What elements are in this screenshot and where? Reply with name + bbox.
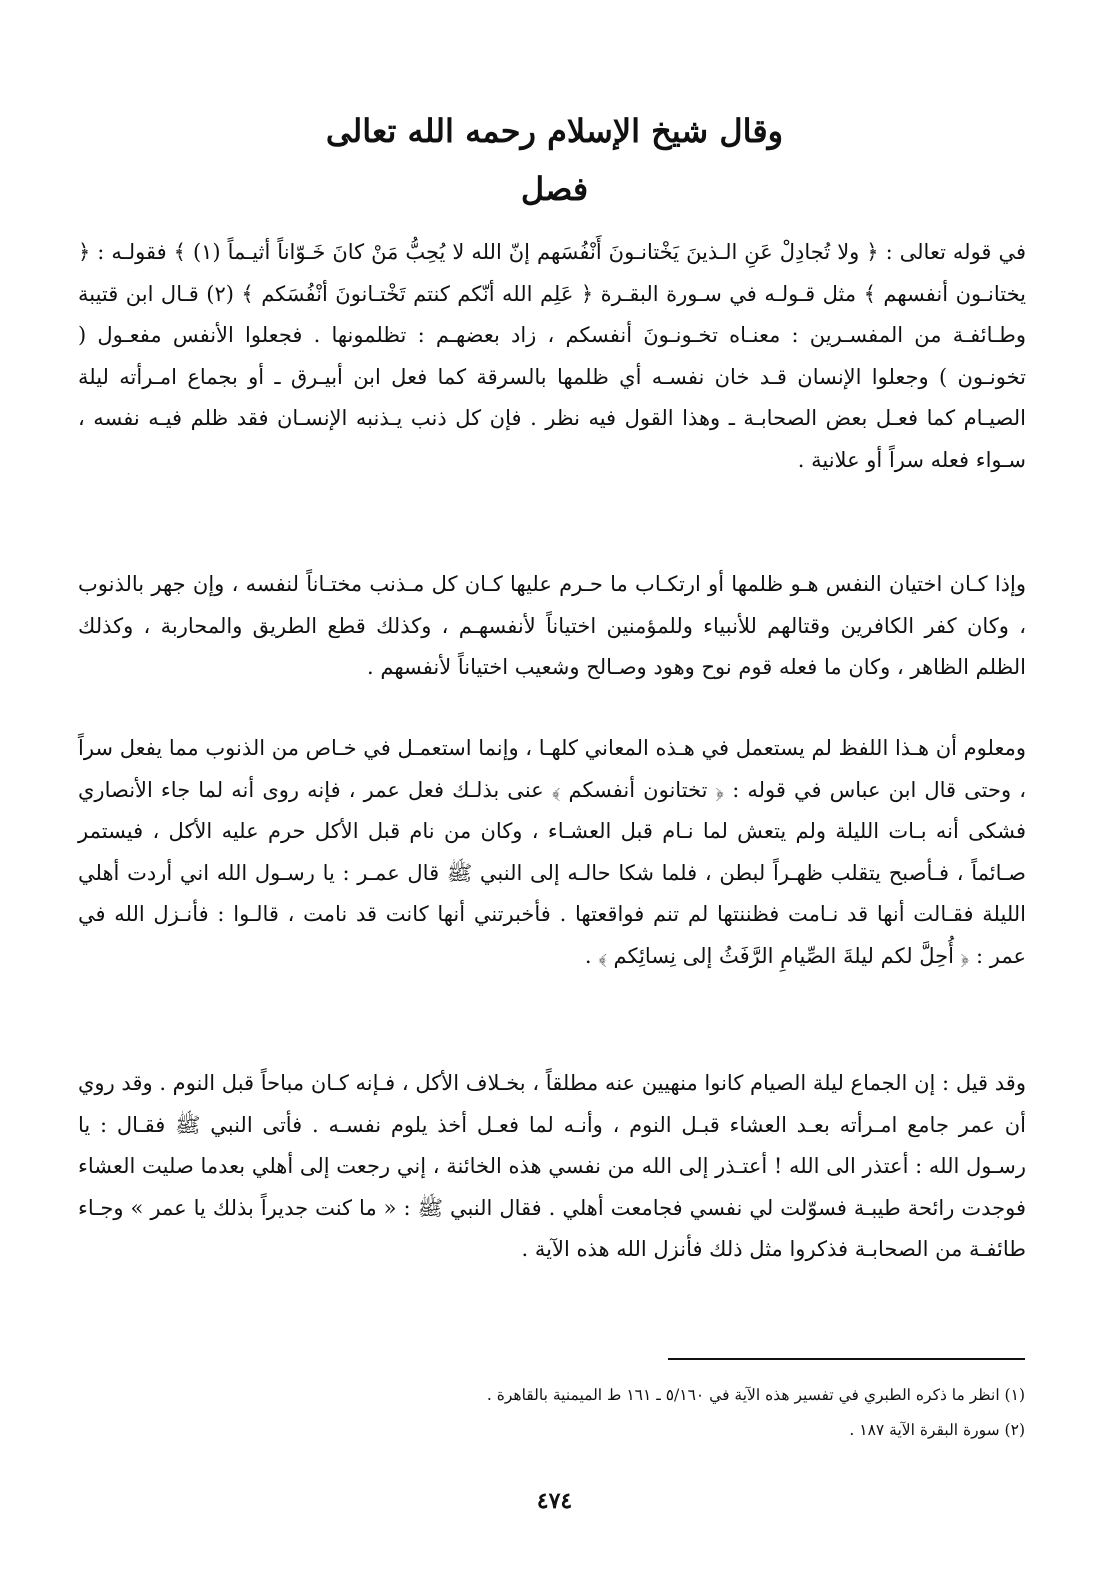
paragraph: في قوله تعالى : ﴿ ولا تُجادِلْ عَنِ الـذينَ يَخْتانـونَ أَنْفُسَهم إنّ الله لا يُحِبُّ مَنْ كانَ خَـوّاناً أثيـماً (١) ﴾ فقولـه : ﴿ يختانـون أنفسهم ﴾ مثل قـولـه في سـورة البقـرة ﴿ عَلِم الله أنّكم كنتم تَخْتـانونَ أنْفُسَكم ﴾ (٢) قـال ابن قتيبة وطـائفـة من المفسـرين : معنـاه تخـونـونَ أنفسكم ، زاد بعضهـم : تظلمونها . فجعلوا الأنفس مفعـول ( تخونـون ) وجعلوا الإنسان قـد خان نفسـه أي ظلمها بالسرقة كما فعل ابن أبيـرق ـ أو بجماع امـرأته ليلة الصيـام كما فعـل بعض الصحابـة ـ وهذا القول فيه نظر . فإن كل ذنب يـذنبه الإنسـان فقد ظلم فيـه نفسه ، سـواء فعله سراً أو علانية . [78,240,1026,472]
paragraph: وإذا كـان اختيان النفس هـو ظلمها أو ارتكـاب ما حـرم عليها كـان كل مـذنب مختـاناً لنفسه ، وإن جهر بالذنوب ، وكان كفر الكافرين وقتالهم للأنبياء وللمؤمنين اختياناً لأنفسهـم ، وكذلك قطع الطريق والمحاربة ، وكذلك الظلم الظاهر ، وكان ما فعله قوم نوح وهود وصـالح وشعيب اختياناً لأنفسهم . [78,572,1026,679]
footnote: (١) انظر ما ذكره الطبري في تفسير هذه الآية في ٥/١٦٠ ـ ١٦١ ط الميمنية بالقاهرة . [486,1386,1025,1404]
paragraph: وقد قيل : إن الجماع ليلة الصيام كانوا منهيين عنه مطلقاً ، بخـلاف الأكل ، فـإنه كـان مباحاً قبل النوم . وقد روي أن عمر جامع امـرأته بعـد العشاء قبـل النوم ، وأنـه لما فعـل أخذ يلوم نفسـه . فأتى النبي ﷺ فقـال : يا رسـول الله : أعتذر الى الله ! أعتـذر إلى الله من نفسي هذه الخائنة ، إني رجعت إلى أهلي بعدما صليت العشاء فوجدت رائحة طيبـة فسوّلت لي نفسي فجامعت أهلي . فقال النبي ﷺ : « ما كنت جديراً بذلك يا عمر » وجـاء طائفـة من الصحابـة فذكروا مثل ذلك فأنزل الله هذه الآية . [78,1071,1026,1261]
footnote-divider [668,1358,1025,1360]
section-title: وقال شيخ الإسلام رحمه الله تعالى [325,112,784,150]
paragraph: ومعلوم أن هـذا اللفظ لم يستعمل في هـذه المعاني كلهـا ، وإنما استعمـل في خـاص من الذنوب مما يفعل سراً ، وحتى قال ابن عباس في قوله : ﴿ تختانون أنفسكم ﴾ عنى بذلـك فعل عمر ، فإنه روى أنه لما جاء الأنصاري فشكى أنه بـات الليلة ولم يتعش لما نـام قبل العشـاء ، وكان من نام قبل الأكل حرم عليه الأكل ، فيستمر صـائماً ، فـأصبح يتقلب ظهـراً لبطن ، فلما شكا حالـه إلى النبي ﷺ قال عمـر : يا رسـول الله اني أردت أهلي الليلة فقـالت أنها قد نـامت فظننتها لم تنم فواقعتها . فأخبرتني أنها كانت قد نامت ، قالـوا : فأنـزل الله في عمر : ﴿ أُحِلَّ لكم ليلةَ الصِّيامِ الرَّفَثُ إلى نِسائِكم ﴾ . [78,736,1026,968]
footnote: (٢) سورة البقرة الآية ١٨٧ . [849,1421,1025,1439]
page-number: ٤٧٤ [536,1488,573,1514]
section-subtitle: فصل [520,170,589,208]
